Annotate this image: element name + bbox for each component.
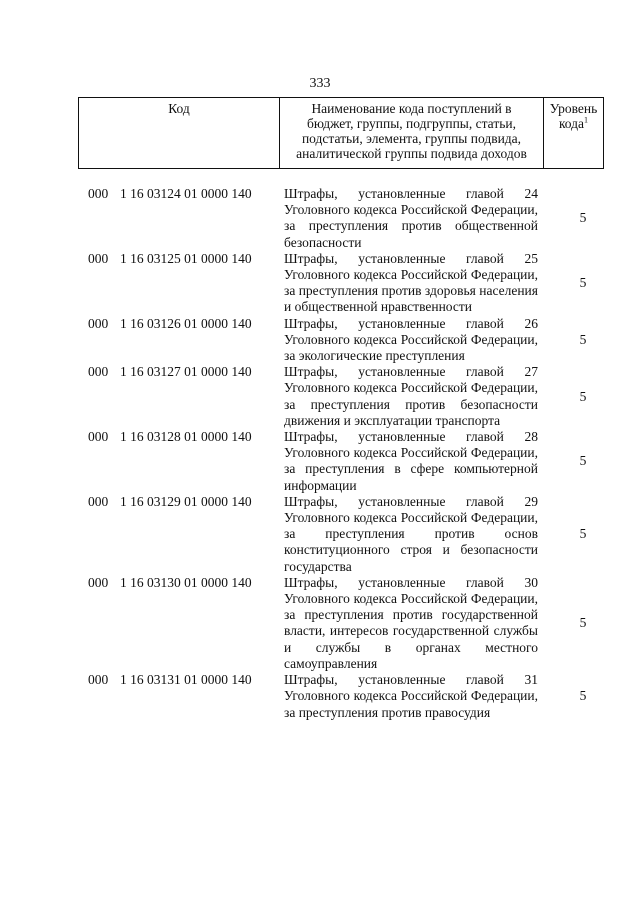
income-code: 1 16 03127 01 0000 140 (120, 364, 252, 380)
table-row (84, 186, 604, 251)
code-level: 5 (579, 275, 587, 291)
code-level: 5 (579, 331, 587, 347)
table-row (84, 672, 604, 721)
income-name: Штрафы, установленные главой 25 Уголовного кодекса Российской Федерации, за преступления против здоровья населения и общественной нравственности (284, 250, 538, 315)
code-level: 5 (579, 210, 587, 226)
page-number: 333 (309, 76, 331, 91)
income-code: 1 16 03126 01 0000 140 (120, 315, 252, 331)
table-row (84, 364, 604, 429)
admin-code: 000 (88, 493, 109, 509)
table-row (84, 575, 604, 672)
header-name (279, 98, 543, 168)
admin-code: 000 (88, 315, 109, 331)
code-level: 5 (579, 388, 587, 404)
income-code: 1 16 03128 01 0000 140 (120, 429, 252, 445)
admin-code: 000 (88, 429, 109, 445)
admin-code: 000 (88, 250, 109, 266)
header-code-label: Код (168, 101, 190, 116)
code-level: 5 (579, 615, 587, 631)
income-name: Штрафы, установленные главой 29 Уголовного кодекса Российской Федерации, за преступления против основ конституционного строя и безопасности государства (284, 493, 538, 574)
admin-code: 000 (88, 186, 109, 201)
header-level-label: Уровень кода (549, 101, 598, 131)
table-row (84, 494, 604, 575)
table-row (84, 316, 604, 365)
header-name-label: Наименование кода поступлений в бюджет, группы, подгруппы, статьи, подстатьи, элемента, группы подвида, аналитической группы подвида доходов (296, 101, 527, 161)
code-level: 5 (579, 688, 587, 704)
table-header (78, 97, 604, 169)
income-name: Штрафы, установленные главой 24 Уголовного кодекса Российской Федерации, за преступления против общественной безопасности (284, 186, 538, 250)
code-level: 5 (579, 526, 587, 542)
income-name: Штрафы, установленные главой 27 Уголовного кодекса Российской Федерации, за преступления против безопасности движения и эксплуатации транспорта (284, 364, 538, 428)
header-level (543, 98, 603, 168)
header-code (79, 98, 279, 168)
income-name: Штрафы, установленные главой 28 Уголовного кодекса Российской Федерации, за преступления в сфере компьютерной информации (284, 429, 538, 493)
income-code: 1 16 03131 01 0000 140 (120, 672, 252, 688)
table-row (84, 429, 604, 494)
code-level: 5 (579, 453, 587, 469)
income-name: Штрафы, установленные главой 31 Уголовного кодекса Российской Федерации, за преступления против правосудия (284, 672, 538, 720)
table-row (84, 251, 604, 316)
admin-code: 000 (88, 574, 109, 590)
income-code: 1 16 03130 01 0000 140 (120, 574, 252, 590)
admin-code: 000 (88, 364, 109, 380)
income-name: Штрафы, установленные главой 26 Уголовного кодекса Российской Федерации, за экологические преступления (284, 315, 538, 364)
header-level-footnote: 1 (584, 115, 589, 125)
table-body (84, 186, 604, 721)
income-code: 1 16 03125 01 0000 140 (120, 250, 252, 266)
income-code: 1 16 03124 01 0000 140 (120, 186, 252, 201)
income-code: 1 16 03129 01 0000 140 (120, 493, 252, 509)
admin-code: 000 (88, 672, 109, 688)
income-name: Штрафы, установленные главой 30 Уголовного кодекса Российской Федерации, за преступления против государственной власти, интересов государственной службы и службы в органах местного самоуправления (284, 574, 538, 671)
